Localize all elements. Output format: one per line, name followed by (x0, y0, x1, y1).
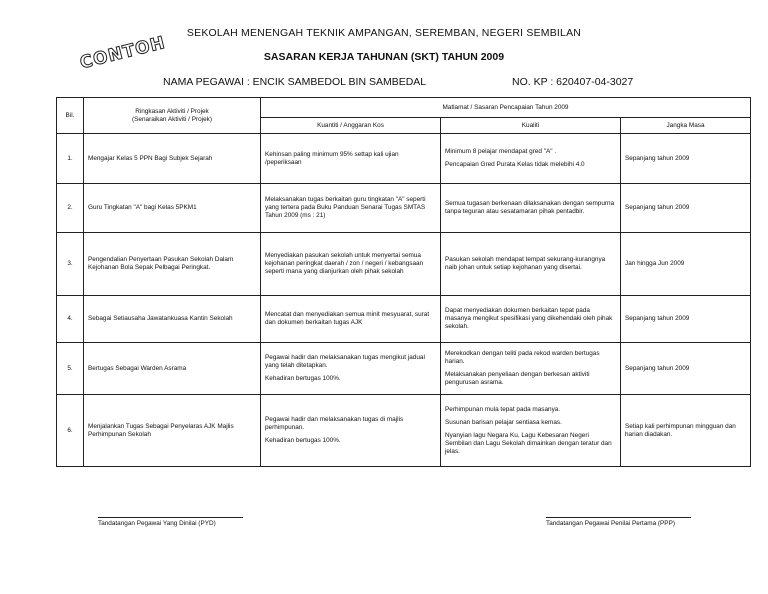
row-jangka-masa: Jan hingga Jun 2009 (621, 233, 751, 296)
school-name: SEKOLAH MENENGAH TEKNIK AMPANGAN, SEREMBAN, NEGERI SEMBILAN (186, 27, 582, 39)
row-aktiviti: Bertugas Sebagai Warden Asrama (84, 343, 261, 395)
row-kualiti: Merekodkan dengan teliti pada rekod warden bertugas harian. Melaksanakan penyeliaan dengan berkesan aktiviti pengurusan asrama. (441, 343, 621, 395)
row-kuantiti: Kehinsan paling minimum 95% settap kali ujian /peperiksaan (261, 134, 441, 184)
row-kualiti: Perhimpunan mula tepat pada masanya. Susunan barisan pelajar sentiasa kemas. Nyanyian lagu Negara Ku, Lagu Kebesaran Negeri Sembilan dan Lagu Sekolah dimainkan dengan teratur dan jelas. (441, 395, 621, 467)
row-aktiviti: Sebagai Setiausaha Jawatankuasa Kantin Sekolah (84, 296, 261, 343)
header-jangka-masa: Jangka Masa (621, 118, 751, 134)
header-kuantiti: Kuantiti / Anggaran Kos (261, 118, 441, 134)
row-kuantiti: Pegawai hadir dan melaksanakan tugas mengikut jadual yang telah ditetapkan. Kehadiran bertugas 100%. (261, 343, 441, 395)
header-kualiti: Kualiti (441, 118, 621, 134)
row-bil: 5. (57, 343, 84, 395)
row-kuantiti: Pegawai hadir dan melaksanakan tugas di majlis perhimpunan. Kehadiran bertugas 100%. (261, 395, 441, 467)
row-bil: 6. (57, 395, 84, 467)
row-aktiviti: Pengendalian Penyertaan Pasukan Sekolah Dalam Kejohanan Bola Sepak Pelbagai Peringkat. (84, 233, 261, 296)
skt-table (56, 97, 751, 467)
row-kuantiti: Melaksanakan tugas berkaitan guru tingkatan "A" seperti yang tertera pada Buku Panduan Senarai Tugas SMTAS Tahun 2009 (ms : 21) (261, 184, 441, 233)
row-aktiviti: Menjalankan Tugas Sebagai Penyelaras AJK Majlis Perhimpunan Sekolah (84, 395, 261, 467)
row-kualiti: Minimum 8 pelajar mendapat gred "A" . Pencapaian Gred Purata Kelas tidak melebihi 4.0 (441, 134, 621, 184)
header-aktiviti: Ringkasan Aktiviti / Projek (Senaraikan Aktiviti / Projek) (84, 98, 261, 134)
table-row (57, 395, 751, 467)
signature-ppp-label: Tandatangan Pegawai Penilai Pertama (PPP) (546, 520, 675, 527)
row-kuantiti: Mencatat dan menyediakan semua minit mesyuarat, surat dan dokumen berkaitan tugas AJK (261, 296, 441, 343)
signature-pyd (98, 517, 243, 527)
row-kualiti: Dapat menyediakan dokumen berkaitan tepat pada masanya mengikut spesifikasi yang dikehendaki oleh pihak sekolah. (441, 296, 621, 343)
row-jangka-masa: Sepanjang tahun 2009 (621, 184, 751, 233)
table-row (57, 184, 751, 233)
row-kualiti: Semua tugasan berkenaan dilaksanakan dengan sempurna tanpa teguran atau sesatamaran pihak pentadbir. (441, 184, 621, 233)
signature-ppp (546, 517, 691, 527)
table-row (57, 343, 751, 395)
table-row (57, 134, 751, 184)
table-row (57, 233, 751, 296)
row-kualiti: Pasukan sekolah mendapat tempat sekurang-kurangnya naib johan untuk setiap kejohanan yang disertai. (441, 233, 621, 296)
row-jangka-masa: Sepanjang tahun 2009 (621, 343, 751, 395)
row-bil: 1. (57, 134, 84, 184)
row-jangka-masa: Sepanjang tahun 2009 (621, 296, 751, 343)
row-aktiviti: Guru Tingkatan "A" bagi Kelas 5PKM1 (84, 184, 261, 233)
signature-pyd-label: Tandatangan Pegawai Yang Dinilai (PYD) (98, 520, 216, 527)
nama-pegawai: NAMA PEGAWAI : ENCIK SAMBEDOL BIN SAMBEDAL (163, 76, 427, 88)
signature-line (546, 517, 691, 518)
row-bil: 2. (57, 184, 84, 233)
row-aktiviti: Mengajar Kelas 5 PPN Bagi Subjek Sejarah (84, 134, 261, 184)
row-bil: 4. (57, 296, 84, 343)
table-row (57, 296, 751, 343)
header-bil: Bil. (57, 98, 84, 134)
no-kp: NO. KP : 620407-04-3027 (512, 76, 634, 88)
contoh-stamp: CONTOH (78, 32, 168, 74)
row-bil: 3. (57, 233, 84, 296)
header-matlamat: Matlamat / Sasaran Pencapaian Tahun 2009 (261, 98, 751, 118)
row-jangka-masa: Setiap kali perhimpunan mingguan dan harian diadakan. (621, 395, 751, 467)
row-kuantiti: Menyediakan pasukan sekolah untuk menyertai semua kejohanan peringkat daerah / zon / negeri / kebangsaan seperti mana yang dianjurkan oleh pihak sekolah (261, 233, 441, 296)
signature-line (98, 517, 243, 518)
document-title: SASARAN KERJA TAHUNAN (SKT) TAHUN 2009 (263, 51, 505, 63)
row-jangka-masa: Sepanjang tahun 2009 (621, 134, 751, 184)
